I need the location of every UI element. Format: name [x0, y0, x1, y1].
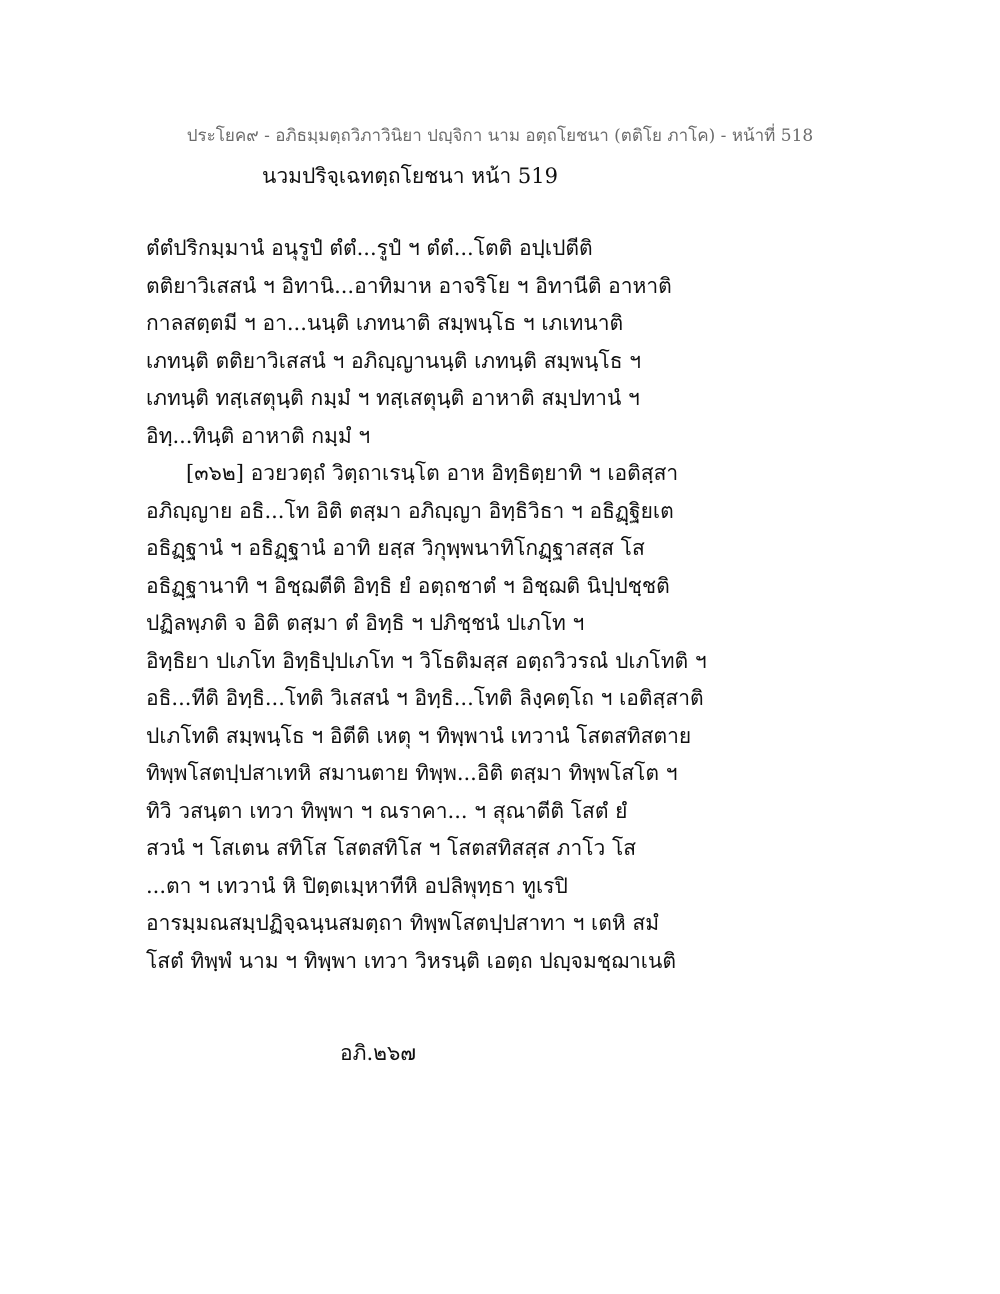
text-line: อารมฺมณสมฺปฏิจฺฉนฺนสมตฺถา ทิพฺพโสตปฺปสาทา ฯ เตหิ สมํ	[146, 911, 660, 935]
text-line: อธิฏฺฐานาทิ ฯ อิชฺฌตีติ อิทฺธิ ยํ อตฺถชาตํ ฯ อิชฺฌติ นิปฺปชฺชติ	[146, 573, 670, 598]
text-line: ตติยาวิเสสนํ ฯ อิทานิ...อาทิมาห อาจริโย ฯ อิทานีติ อาหาติ	[146, 273, 672, 298]
text-line: อิทฺธิยา ปเภโท อิทฺธิปฺปเภโท ฯ วิโธติมสฺส อตฺถวิวรณํ ปเภโทติ ฯ	[146, 648, 707, 673]
text-line: กาลสตฺตมี ฯ อา...นนฺติ เภทนาติ สมฺพนฺโธ ฯ เภเทนาติ	[146, 311, 624, 335]
text-line: เภทนฺติ ตติยาวิเสสนํ ฯ อภิญฺญานนฺติ เภทนฺติ สมฺพนฺโธ ฯ	[146, 348, 642, 373]
text-line: สวนํ ฯ โสเตน สทิโส โสตสทิโส ฯ โสตสทิสสฺส ภาโว โส	[146, 836, 637, 860]
text-line: อธิฏฺฐานํ ฯ อธิฏฺฐานํ อาทิ ยสฺส วิกุพฺพนาทิโกฏฺฐาสสฺส โส	[146, 536, 645, 560]
chapter-subtitle: นวมปริจฺเฉทตฺถโยชนา หน้า 519	[262, 164, 558, 188]
page-reference: อภิ.๒๖๗	[340, 1041, 417, 1065]
text-line: อธิ...ทีติ อิทฺธิ...โทติ วิเสสนํ ฯ อิทฺธิ...โทติ ลิงฺคตฺโถ ฯ เอติสฺสาติ	[146, 686, 704, 710]
text-line: โสตํ ทิพฺพํ นาม ฯ ทิพฺพา เทวา วิหรนฺติ เอตฺถ ปญฺจมชฺฌาเนติ	[146, 948, 676, 973]
text-line: ทิพฺพโสตปฺปสาเทหิ สมานตาย ทิพฺพ...อิติ ตสฺมา ทิพฺพโสโต ฯ	[146, 761, 678, 785]
body-text	[146, 230, 706, 980]
running-header: ประโยค๙ - อภิธมฺมตฺถวิภาวินิยา ปญฺจิกา นาม อตฺถโยชนา (ตติโย ภาโค) - หน้าที่ 518	[186, 126, 814, 146]
text-line: เภทนฺติ ทสฺเสตุนฺติ กมฺมํ ฯ ทสฺเสตุนฺติ อาหาติ สมฺปทานํ ฯ	[146, 386, 640, 410]
text-line: อภิญฺญาย อธิ...โท อิติ ตสฺมา อภิญฺญา อิทฺธิวิธา ฯ อธิฏฺฐิยเต	[146, 498, 674, 523]
text-line: ...ตา ฯ เทวานํ หิ ปิตฺตเมฺหาทีหิ อปลิพุทฺธา ทูเรปิ	[146, 873, 568, 898]
text-line: ตํตํปริกมฺมานํ อนุรูปํ ตํตํ...รูปํ ฯ ตํตํ...โตติ อปฺเปตีติ	[146, 236, 593, 260]
text-line: อิทฺ...ทินฺติ อาหาติ กมฺมํ ฯ	[146, 423, 371, 448]
text-line: ทิวิ วสนฺตา เทวา ทิพฺพา ฯ ณราคา... ฯ สุณาตีติ โสตํ ยํ	[146, 798, 628, 823]
text-line: ปฏิลพฺภติ จ อิติ ตสฺมา ตํ อิทฺธิ ฯ ปภิชฺชนํ ปเภโท ฯ	[146, 611, 585, 635]
paragraph-start-line: [๓๖๒] อวยวตฺถํ วิตฺถาเรนฺโต อาห อิทฺธิตฺยาทิ ฯ เอติสฺสา	[186, 461, 679, 485]
text-line: ปเภโทติ สมฺพนฺโธ ฯ อิตีติ เหตุ ฯ ทิพฺพานํ เทวานํ โสตสทิสตาย	[146, 723, 692, 748]
